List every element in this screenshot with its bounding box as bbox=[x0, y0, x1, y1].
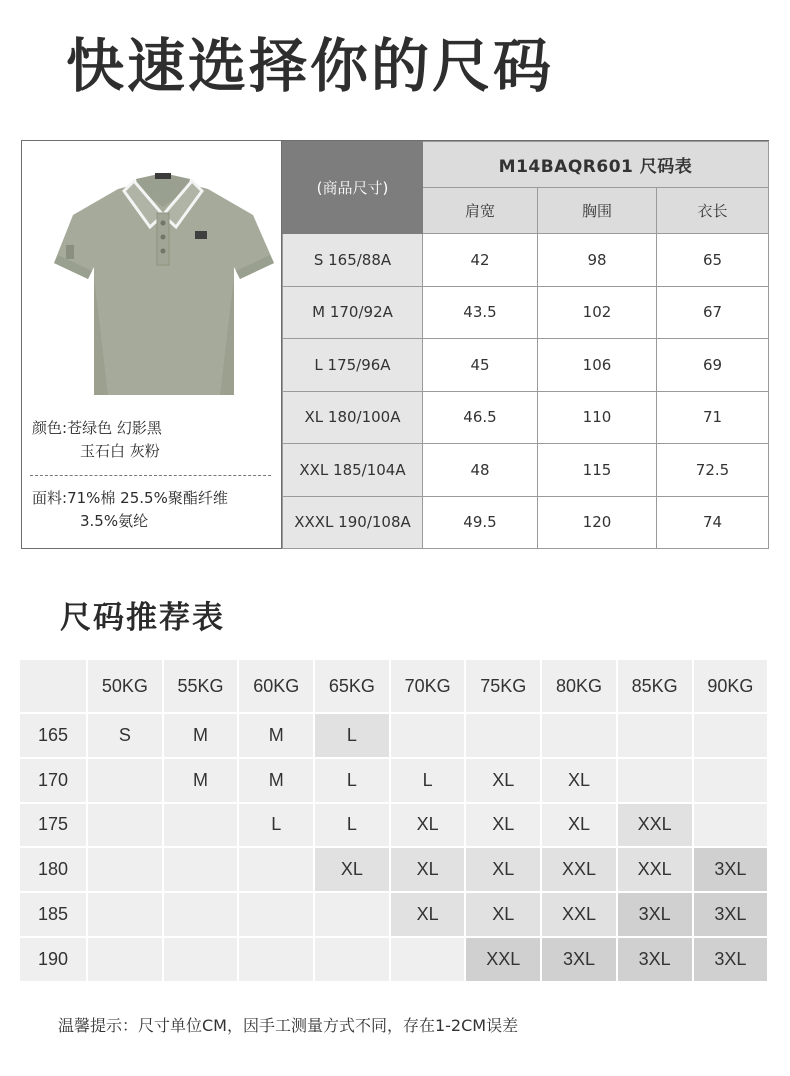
recommended-size-cell bbox=[391, 714, 467, 759]
recommended-size-cell: XXL bbox=[618, 848, 694, 893]
recommendation-row bbox=[20, 938, 770, 983]
weight-header: 65KG bbox=[315, 660, 391, 714]
recommended-size-cell: M bbox=[239, 714, 315, 759]
measurement-cell: 67 bbox=[657, 286, 769, 339]
recommended-size-cell bbox=[88, 804, 164, 849]
fabric-line-1: 71%棉 25.5%聚酯纤维 bbox=[67, 489, 228, 507]
recommended-size-cell bbox=[542, 714, 618, 759]
measurement-cell: 43.5 bbox=[423, 286, 538, 339]
size-label: M 170/92A bbox=[283, 286, 423, 339]
recommended-size-cell bbox=[239, 938, 315, 983]
weight-header: 55KG bbox=[164, 660, 240, 714]
recommended-size-cell bbox=[164, 938, 240, 983]
divider bbox=[30, 475, 271, 476]
recommended-size-cell: L bbox=[239, 804, 315, 849]
measurement-cell: 69 bbox=[657, 339, 769, 392]
recommended-size-cell: XXL bbox=[618, 804, 694, 849]
weight-header: 50KG bbox=[88, 660, 164, 714]
column-header-shoulder: 肩宽 bbox=[423, 188, 538, 234]
measurement-cell: 120 bbox=[538, 496, 657, 549]
recommended-size-cell: S bbox=[88, 714, 164, 759]
recommended-size-cell: XL bbox=[542, 804, 618, 849]
column-header-length: 衣长 bbox=[657, 188, 769, 234]
height-label: 170 bbox=[20, 759, 88, 804]
recommended-size-cell bbox=[88, 893, 164, 938]
size-chart bbox=[21, 140, 769, 549]
recommended-size-cell: 3XL bbox=[542, 938, 618, 983]
recommendation-table bbox=[20, 660, 770, 983]
recommendation-row bbox=[20, 804, 770, 849]
recommended-size-cell bbox=[694, 714, 770, 759]
weight-header: 85KG bbox=[618, 660, 694, 714]
recommended-size-cell: L bbox=[315, 804, 391, 849]
recommended-size-cell: L bbox=[315, 759, 391, 804]
height-label: 180 bbox=[20, 848, 88, 893]
measurement-cell: 71 bbox=[657, 391, 769, 444]
size-table-title: M14BAQR601 尺码表 bbox=[423, 142, 769, 188]
column-header-chest: 胸围 bbox=[538, 188, 657, 234]
recommended-size-cell: 3XL bbox=[694, 938, 770, 983]
weight-header: 60KG bbox=[239, 660, 315, 714]
height-label: 175 bbox=[20, 804, 88, 849]
recommended-size-cell: XL bbox=[466, 804, 542, 849]
colors-line-2: 玉石白 灰粉 bbox=[80, 442, 160, 460]
measurement-cell: 42 bbox=[423, 234, 538, 287]
size-table bbox=[282, 141, 769, 549]
height-label: 190 bbox=[20, 938, 88, 983]
weight-header: 90KG bbox=[694, 660, 770, 714]
recommendation-row bbox=[20, 759, 770, 804]
recommended-size-cell bbox=[694, 759, 770, 804]
recommended-size-cell bbox=[164, 893, 240, 938]
recommended-size-cell: L bbox=[391, 759, 467, 804]
recommended-size-cell bbox=[88, 848, 164, 893]
recommended-size-cell bbox=[239, 848, 315, 893]
recommended-size-cell: 3XL bbox=[694, 848, 770, 893]
recommendation-title: 尺码推荐表 bbox=[60, 600, 225, 636]
measurement-cell: 98 bbox=[538, 234, 657, 287]
recommended-size-cell bbox=[315, 938, 391, 983]
product-panel bbox=[22, 141, 282, 548]
weight-header: 70KG bbox=[391, 660, 467, 714]
recommended-size-cell: M bbox=[239, 759, 315, 804]
recommended-size-cell: 3XL bbox=[694, 893, 770, 938]
size-label: L 175/96A bbox=[283, 339, 423, 392]
table-row bbox=[283, 286, 769, 339]
recommended-size-cell bbox=[618, 759, 694, 804]
recommended-size-cell bbox=[391, 938, 467, 983]
recommendation-row bbox=[20, 893, 770, 938]
recommended-size-cell bbox=[164, 848, 240, 893]
recommended-size-cell bbox=[88, 938, 164, 983]
recommended-size-cell bbox=[239, 893, 315, 938]
recommended-size-cell: XL bbox=[391, 848, 467, 893]
measurement-cell: 110 bbox=[538, 391, 657, 444]
measurement-cell: 49.5 bbox=[423, 496, 538, 549]
table-row bbox=[283, 391, 769, 444]
weight-header: 80KG bbox=[542, 660, 618, 714]
recommended-size-cell: 3XL bbox=[618, 938, 694, 983]
recommended-size-cell: XL bbox=[542, 759, 618, 804]
recommended-size-cell bbox=[466, 714, 542, 759]
color-info bbox=[32, 417, 162, 463]
polo-shirt-image bbox=[48, 167, 278, 397]
fabric-info bbox=[32, 487, 228, 533]
corner-cell bbox=[20, 660, 88, 714]
recommended-size-cell bbox=[164, 804, 240, 849]
size-header: (商品尺寸) bbox=[283, 142, 423, 234]
size-label: S 165/88A bbox=[283, 234, 423, 287]
colors-line-1: 苍绿色 幻影黑 bbox=[67, 419, 162, 437]
recommended-size-cell bbox=[694, 804, 770, 849]
recommended-size-cell: M bbox=[164, 759, 240, 804]
height-label: 185 bbox=[20, 893, 88, 938]
recommended-size-cell: XL bbox=[466, 893, 542, 938]
measurement-cell: 115 bbox=[538, 444, 657, 497]
measurement-cell: 65 bbox=[657, 234, 769, 287]
height-label: 165 bbox=[20, 714, 88, 759]
measurement-cell: 102 bbox=[538, 286, 657, 339]
recommended-size-cell bbox=[315, 893, 391, 938]
size-label: XXL 185/104A bbox=[283, 444, 423, 497]
recommended-size-cell: XXL bbox=[542, 893, 618, 938]
color-label: 颜色: bbox=[32, 419, 68, 437]
measurement-cell: 72.5 bbox=[657, 444, 769, 497]
recommended-size-cell: M bbox=[164, 714, 240, 759]
table-row bbox=[283, 339, 769, 392]
size-label: XL 180/100A bbox=[283, 391, 423, 444]
recommendation-row bbox=[20, 848, 770, 893]
size-label: XXXL 190/108A bbox=[283, 496, 423, 549]
recommendation-row bbox=[20, 714, 770, 759]
recommended-size-cell bbox=[88, 759, 164, 804]
recommended-size-cell bbox=[618, 714, 694, 759]
table-row bbox=[283, 496, 769, 549]
recommended-size-cell: XL bbox=[315, 848, 391, 893]
recommended-size-cell: XL bbox=[391, 893, 467, 938]
recommended-size-cell: L bbox=[315, 714, 391, 759]
fabric-label: 面料: bbox=[32, 489, 68, 507]
table-row bbox=[283, 444, 769, 497]
recommended-size-cell: 3XL bbox=[618, 893, 694, 938]
table-row bbox=[283, 234, 769, 287]
measurement-cell: 45 bbox=[423, 339, 538, 392]
recommended-size-cell: XL bbox=[391, 804, 467, 849]
measurement-cell: 74 bbox=[657, 496, 769, 549]
measurement-note: 温馨提示：尺寸单位CM，因手工测量方式不同，存在1-2CM误差 bbox=[58, 1016, 519, 1035]
recommended-size-cell: XL bbox=[466, 759, 542, 804]
measurement-cell: 48 bbox=[423, 444, 538, 497]
fabric-line-2: 3.5%氨纶 bbox=[80, 512, 149, 530]
recommended-size-cell: XXL bbox=[466, 938, 542, 983]
recommendation-header-row bbox=[20, 660, 770, 714]
page-title: 快速选择你的尺码 bbox=[66, 32, 555, 100]
recommended-size-cell: XL bbox=[466, 848, 542, 893]
measurement-cell: 46.5 bbox=[423, 391, 538, 444]
recommended-size-cell: XXL bbox=[542, 848, 618, 893]
weight-header: 75KG bbox=[466, 660, 542, 714]
measurement-cell: 106 bbox=[538, 339, 657, 392]
